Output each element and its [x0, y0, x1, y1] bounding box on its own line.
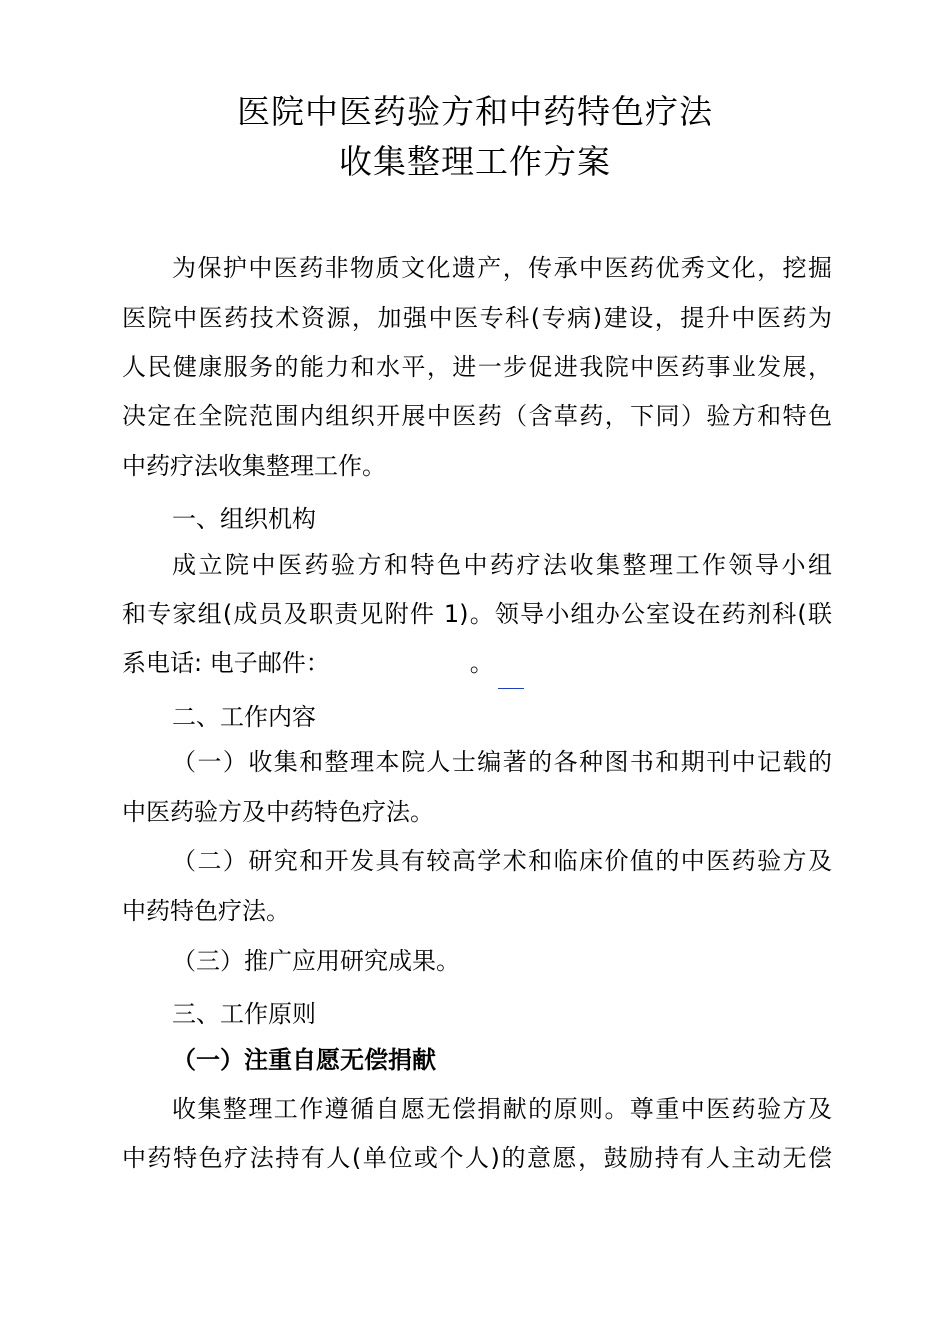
section-heading-principles: 三、工作原则 [172, 1000, 316, 1028]
intro-line-2: 医院中医药技术资源，加强中医专科(专病)建设，提升中医药为 [122, 304, 832, 332]
section3-line-1: 收集整理工作遵循自愿无偿捐献的原则。尊重中医药验方及 [172, 1095, 832, 1123]
section2-item1-line-2: 中医药验方及中药特色疗法。 [122, 798, 434, 826]
intro-line-4: 决定在全院范围内组织开展中医药（含草药，下同）验方和特色 [122, 402, 832, 430]
contact-label: 系电话: 电子邮件： [122, 649, 330, 677]
section-heading-content: 二、工作内容 [172, 703, 316, 731]
section2-item1-line-1: （一）收集和整理本院人士编著的各种图书和期刊中记载的 [172, 748, 832, 776]
intro-line-3: 人民健康服务的能力和水平，进一步促进我院中医药事业发展， [122, 353, 832, 381]
document-title-line-1: 医院中医药验方和中药特色疗法 [237, 92, 713, 131]
section3-subheading-1: （一）注重自愿无偿捐献 [172, 1046, 436, 1074]
section1-line-1: 成立院中医药验方和特色中药疗法收集整理工作领导小组 [172, 551, 832, 579]
document-title-line-2: 收集整理工作方案 [339, 142, 611, 181]
section1-line-2: 和专家组(成员及职责见附件 1)。领导小组办公室设在药剂科(联 [122, 600, 832, 628]
section2-item2-line-1: （二）研究和开发具有较高学术和临床价值的中医药验方及 [172, 847, 832, 875]
intro-line-5: 中药疗法收集整理工作。 [122, 452, 386, 480]
section-heading-organization: 一、组织机构 [172, 505, 316, 533]
section3-line-2: 中药特色疗法持有人(单位或个人)的意愿，鼓励持有人主动无偿 [122, 1144, 832, 1172]
email-link-underline[interactable] [498, 688, 524, 689]
section1-contact-line [122, 647, 832, 679]
section2-item3: （三）推广应用研究成果。 [172, 947, 460, 975]
contact-line-end: 。 [469, 649, 494, 677]
section2-item2-line-2: 中药特色疗法。 [122, 897, 290, 925]
intro-line-1: 为保护中医药非物质文化遗产，传承中医药优秀文化，挖掘 [172, 254, 832, 282]
